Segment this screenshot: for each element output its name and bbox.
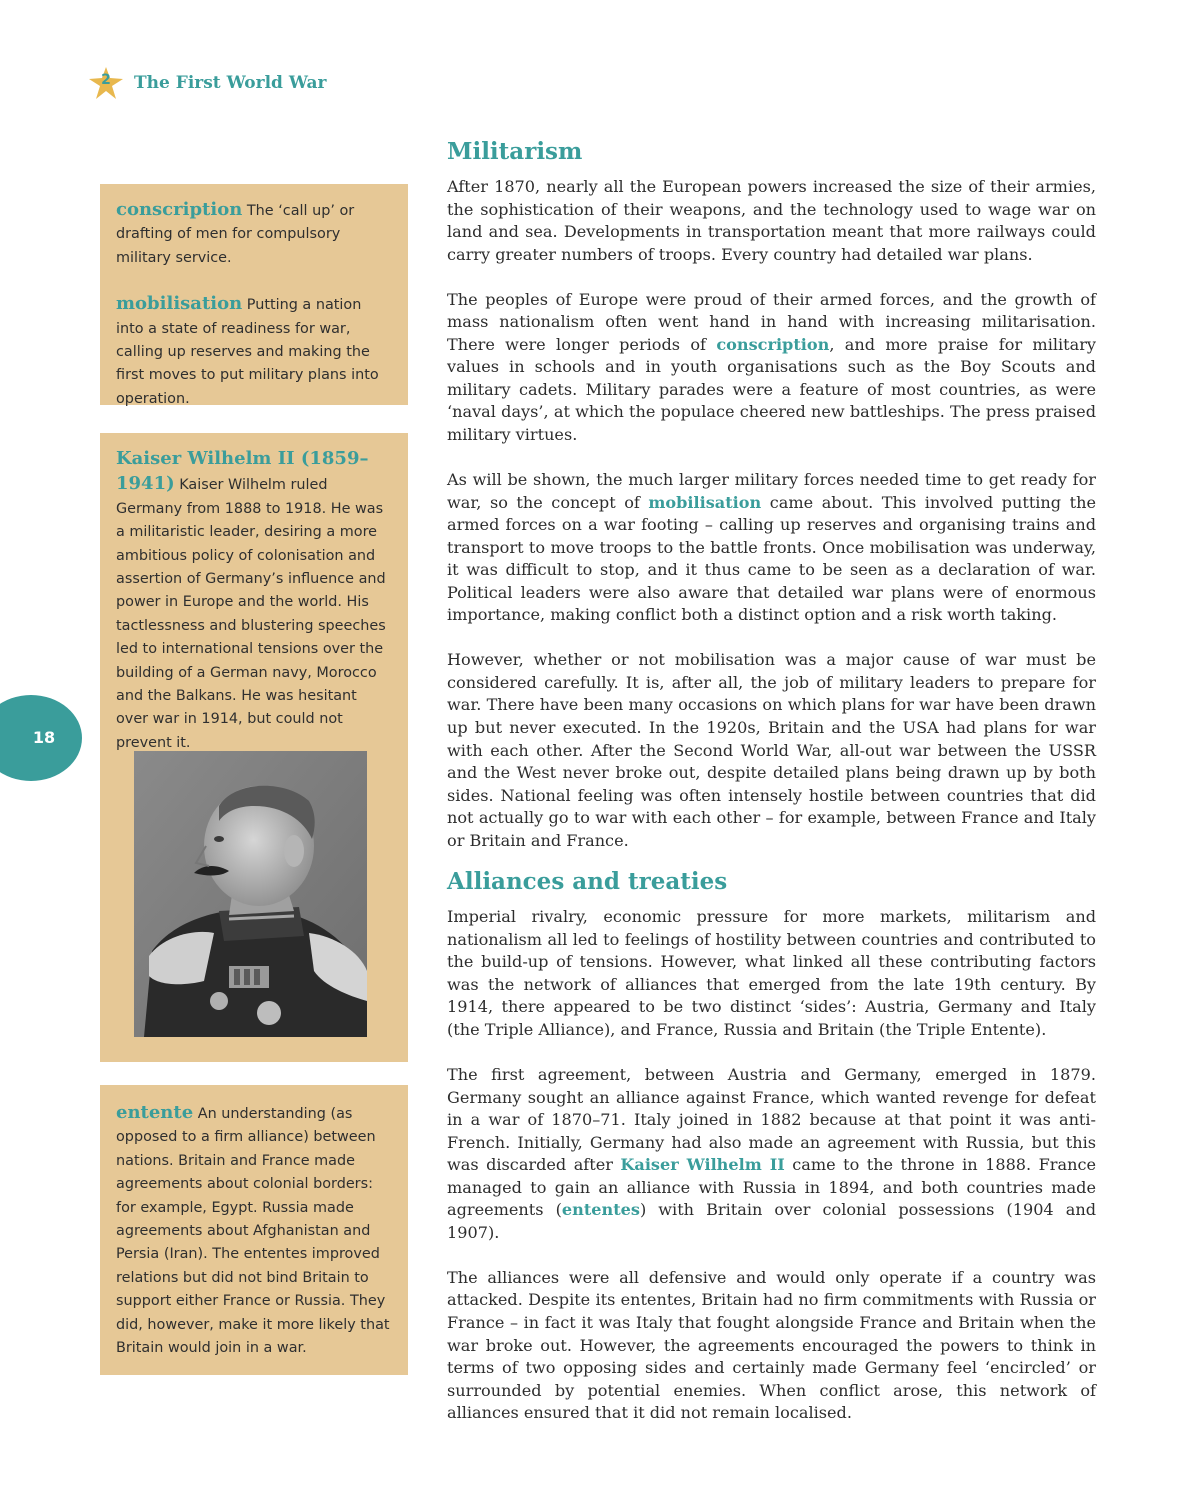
page-number: 18 xyxy=(32,728,56,747)
glossary-definition: The ‘call up’ or drafting of men for compulsory military service. xyxy=(116,203,355,266)
paragraph: After 1870, nearly all the European powers increased the size of their armies, the sophistication of their weapons, and the technology used to wage war on land and sea. Developments in transportation meant that more railways could carry greater numbers of troops. Every country had detailed war plans. xyxy=(447,177,1096,264)
glossary-entry-kaiser xyxy=(116,447,392,755)
glossary-term: entente xyxy=(116,1102,194,1123)
main-text-column xyxy=(447,136,1096,1425)
chapter-title: The First World War xyxy=(134,73,327,93)
running-header xyxy=(88,66,326,100)
paragraph xyxy=(447,469,1096,627)
paragraph xyxy=(447,289,1096,447)
glossary-entry-mobilisation xyxy=(116,292,392,411)
paragraph: The alliances were all defensive and would only operate if a country was attacked. Despite its ententes, Britain had no firm commitments with Russia or France – in fact it was Italy that fought alongside France and Britain when the war broke out. However, the agreements encouraged the powers to think in terms of two opposing sides and certainly made Germany feel ‘encircled’ or surrounded by potential enemies. When conflict arose, this network of alliances ensured that it did not remain localised. xyxy=(447,1267,1096,1423)
glossary-entry-conscription xyxy=(116,198,392,270)
chapter-number: 2 xyxy=(101,72,111,88)
keyword-ententes: ententes xyxy=(561,1200,640,1220)
glossary-term: Kaiser Wilhelm II (1859–1941) xyxy=(116,448,369,495)
glossary-entry-entente xyxy=(116,1101,392,1360)
keyword-kaiser-wilhelm: Kaiser Wilhelm II xyxy=(620,1155,785,1175)
glossary-definition: Putting a nation into a state of readiness for war, calling up reserves and making the first moves to put military plans into operation. xyxy=(116,297,379,407)
text-run: The peoples of Europe were proud of their armed forces, and the growth of mass nationalism often went hand in hand with increasing militarisation. There were longer periods of xyxy=(447,289,1096,354)
keyword-mobilisation: mobilisation xyxy=(648,492,762,512)
glossary-definition: Kaiser Wilhelm ruled Germany from 1888 to 1918. He was a militaristic leader, desiring a more ambitious policy of colonisation and assertion of Germany’s influence and power in Europe and the world. His tactlessness and blustering speeches led to international tensions over the building of a German navy, Morocco and the Balkans. He was hesitant over war in 1914, but could not prevent it. xyxy=(116,477,386,751)
glossary-term: conscription xyxy=(116,199,243,220)
text-run: came to the throne in 1888. France managed to gain an alliance with Russia in 1894, and both countries made agreements ( xyxy=(447,1155,1096,1220)
glossary-term: mobilisation xyxy=(116,293,243,315)
keyword-conscription: conscription xyxy=(716,334,830,354)
glossary-box-entente xyxy=(100,1085,408,1375)
text-run: , and more praise for military values in schools and in youth organisations such as the Boy Scouts and military cadets. Military parades were a feature of most countries, as were ‘naval days’, at which the populace cheered new battleships. The press praised military virtues. xyxy=(447,334,1096,444)
paragraph: However, whether or not mobilisation was a major cause of war must be considered carefully. It is, after all, the job of military leaders to prepare for war. There have been many occasions on which plans for war have been drawn up but never executed. In the 1920s, Britain and the USA had plans for war with each other. After the Second World War, all-out war between the USSR and the West never broke out, despite detailed plans being drawn up by both sides. National feeling was often intensely hostile between countries that did not actually go to war with each other – for example, between France and Italy or Britain and France. xyxy=(447,650,1096,850)
paragraph: Imperial rivalry, economic pressure for more markets, militarism and nationalism all led to feelings of hostility between countries and contributed to the build-up of tensions. However, what linked all these contributing factors was the network of alliances that emerged from the late 19th century. By 1914, there appeared to be two distinct ‘sides’: Austria, Germany and Italy (the Triple Alliance), and France, Russia and Britain (the Triple Entente). xyxy=(447,907,1096,1039)
text-run: As will be shown, the much larger military forces needed time to get ready for war, so the concept of xyxy=(447,470,1096,512)
paragraph xyxy=(447,1064,1096,1244)
section-heading-alliances: Alliances and treaties xyxy=(447,868,728,896)
text-run: The first agreement, between Austria and Germany, emerged in 1879. Germany sought an alliance against France, which wanted revenge for defeat in a war of 1870–71. Italy joined in 1882 because at that point it was anti-French. Initially, Germany had also made an agreement with Russia, but this was discarded after xyxy=(447,1065,1096,1175)
text-run: ) with Britain over colonial possessions (1904 and 1907). xyxy=(447,1200,1096,1242)
glossary-definition: An understanding (as opposed to a firm alliance) between nations. Britain and France made agreements about colonial borders: for example, Egypt. Russia made agreements about Afghanistan and Persia (Iran). The ententes improved relations but did not bind Britain to support either France or Russia. They did, however, make it more likely that Britain would join in a war. xyxy=(116,1106,390,1357)
text-run: came about. This involved putting the armed forces on a war footing – calling up reserves and organising trains and transport to move troops to the battle fronts. Once mobilisation was underway, it was difficult to stop, and it thus came to be seen as a declaration of war. Political leaders were also aware that detailed war plans were of enormous importance, making conflict both a distinct option and a risk worth taking. xyxy=(447,492,1096,625)
glossary-box-1 xyxy=(100,184,408,405)
star-icon xyxy=(88,66,124,100)
kaiser-portrait-photo xyxy=(134,751,367,1037)
section-heading-militarism: Militarism xyxy=(447,138,583,165)
